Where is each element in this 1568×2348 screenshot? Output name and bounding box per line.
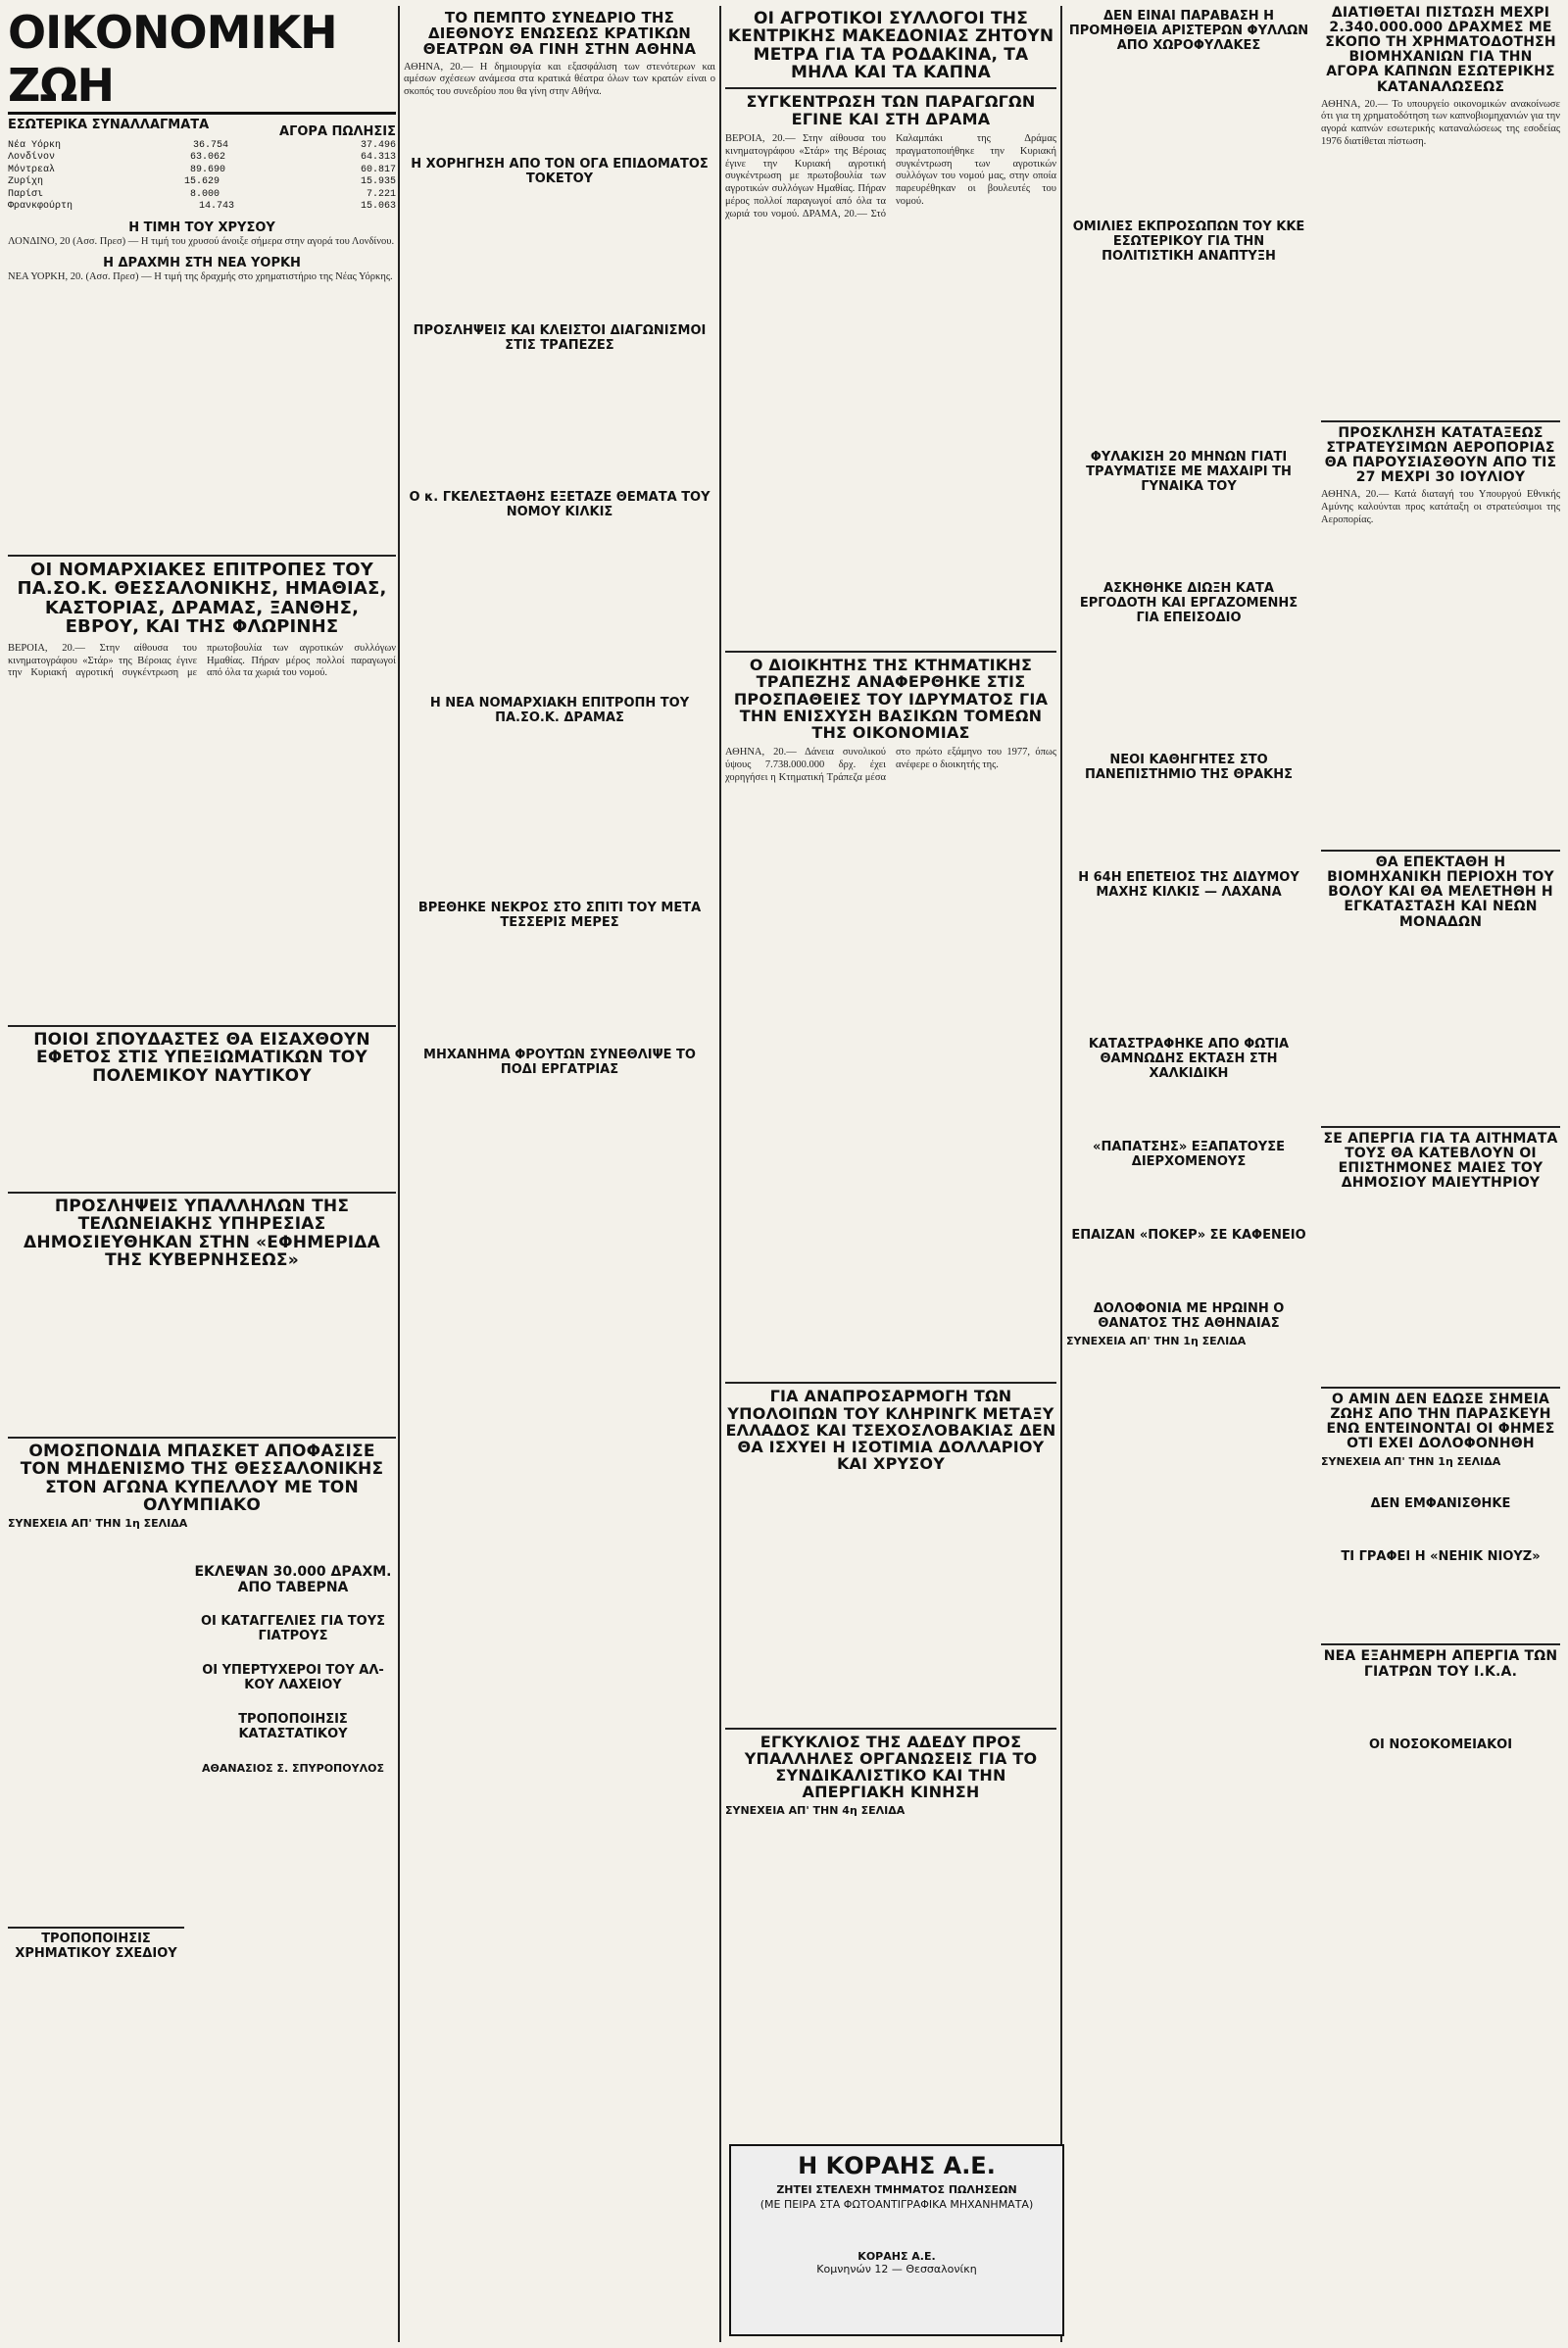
- ad-korais: [729, 2144, 1064, 2336]
- headline: ΔΙΑΤΙΘΕΤΑΙ ΠΙΣΤΩΣΗ ΜΕΧΡΙ 2.340.000.000 ΔΡΑΧΜΕΣ ΜΕ ΣΚΟΠΟ ΤΗ ΧΡΗΜΑΤΟΔΟΤΗΣΗ ΒΙΟΜΗΧΑΝΙΩΝ ΓΙΑ ΤΗΝ ΑΓΟΡΑ ΚΑΠΝΩΝ ΕΣΩΤΕΡΙΚΗΣ ΚΑΤΑΝΑΛΩΣΕΩΣ: [1325, 5, 1556, 95]
- article-pasok: [8, 561, 396, 1021]
- headline: Η ΝΕΑ ΝΟΜΑΡΧΙΑΚΗ ΕΠΙΤΡΟΠΗ ΤΟΥ ΠΑ.ΣΟ.Κ. ΔΡΑΜΑΣ: [429, 695, 690, 725]
- rate-b: 60.817: [360, 164, 396, 175]
- headline: ΤΡΟΠΟΠΟΙΗΣΙΣ ΚΑΤΑΣΤΑΤΙΚΟΥ: [238, 1711, 348, 1741]
- masthead-title: ΟΙΚΟΝΟΜΙΚΗ ΖΩΗ: [8, 6, 396, 115]
- gold-text: ΛΟΝΔΙΝΟ, 20 (Ασσ. Πρεσ) — Η τιμή του χρυσού άνοιξε σήμερα στην αγορά του Λονδίνου.: [8, 235, 395, 247]
- headline: ΣΕ ΑΠΕΡΓΙΑ ΓΙΑ ΤΑ ΑΙΤΗΜΑΤΑ ΤΟΥΣ ΘΑ ΚΑΤΕΒΛΟΥΝ ΟΙ ΕΠΙΣΤΗΜΟΝΕΣ ΜΑΙΕΣ ΤΟΥ ΔΗΜΟΣΙΟΥ ΜΑΙΕΥΤΗΡΙΟΥ: [1321, 1126, 1560, 1191]
- gold-title: Η ΤΙΜΗ ΤΟΥ ΧΡΥΣΟΥ: [128, 220, 275, 235]
- ad-line: ΚΟΡΑΗΣ Α.Ε.: [858, 2250, 936, 2263]
- body-text: ΒΕΡΟΙΑ, 20.— Στην αίθουσα του κινηματογράφου «Στάρ» της Βέροιας έγινε την Κυριακή αγροτική συγκέντρωση με πρωτοβουλία των αγροτικών συλλόγων Ημαθίας. Πήραν μέρος πολλοί παραγωγοί από όλα τα χωριά του νομού.: [725, 132, 886, 220]
- body-text: ΑΘΗΝΑ, 20.— Το υπουργείο οικονομικών ανακοίνωσε ότι για τη χρηματοδότηση των καπνοβιομηχανιών για την αγορά καπνών εσωτερικής καταναλώσεως της εσοδείας 1976 διατίθεται πίστωση.: [1321, 98, 1560, 148]
- article-text: [8, 643, 396, 680]
- ad-title: Η ΚΟΡΑΗΣ Α.Ε.: [798, 2152, 996, 2179]
- subhead: ΤΙ ΓΡΑΦΕΙ Η «ΝΕΗΙΚ ΝΙΟΥΖ»: [1341, 1549, 1541, 1565]
- rate-name: Φρανκφούρτη: [8, 201, 74, 213]
- headline: ΤΟ ΠΕΜΠΤΟ ΣΥΝΕΔΡΙΟ ΤΗΣ ΔΙΕΘΝΟΥΣ ΕΝΩΣΕΩΣ ΚΡΑΤΙΚΩΝ ΘΕΑΤΡΩΝ ΘΑ ΓΙΝΗ ΣΤΗΝ ΑΘΗΝΑ: [422, 9, 697, 59]
- column-rule: [398, 6, 400, 2342]
- headline: ΜΗΧΑΝΗΜΑ ΦΡΟΥΤΩΝ ΣΥΝΕΘΛΙΨΕ ΤΟ ΠΟΔΙ ΕΡΓΑΤΡΙΑΣ: [423, 1048, 696, 1078]
- notice-title: ΤΡΟΠΟΠΟΙΗΣΙΣ ΧΡΗΜΑΤΙΚΟΥ ΣΧΕΔΙΟΥ: [15, 1932, 177, 1961]
- rate-row: [8, 201, 396, 214]
- headline: ΑΣΚΗΘΗΚΕ ΔΙΩΞΗ ΚΑΤΑ ΕΡΓΟΔΟΤΗ ΚΑΙ ΕΡΓΑΖΟΜΕΝΗΣ ΓΙΑ ΕΠΕΙΣΟΔΙΟ: [1079, 581, 1298, 626]
- rates-title: ΑΓΟΡΑ ΠΩΛΗΣΙΣ: [279, 124, 396, 139]
- article-text: [725, 133, 1056, 643]
- headline: ΠΡΟΣΛΗΨΕΙΣ ΚΑΙ ΚΛΕΙΣΤΟΙ ΔΙΑΓΩΝΙΣΜΟΙ ΣΤΙΣ ΤΡΑΠΕΖΕΣ: [413, 322, 707, 353]
- rate-name: Μόντρεαλ: [8, 164, 56, 175]
- rate-name: Ζυρίχη: [8, 176, 44, 188]
- subhead: ΟΙ ΝΟΣΟΚΟΜΕΙΑΚΟΙ: [1368, 1737, 1513, 1752]
- headline: ΕΓΚΥΚΛΙΟΣ ΤΗΣ ΑΔΕΔΥ ΠΡΟΣ ΥΠΑΛΛΗΛΕΣ ΟΡΓΑΝΩΣΕΙΣ ΓΙΑ ΤΟ ΣΥΝΔΙΚΑΛΙΣΤΙΚΟ ΚΑΙ ΤΗΝ ΑΠΕΡΓΙΑΚΗ ΚΙΝΗΣΗ: [725, 1728, 1056, 1801]
- rate-a: 36.754: [192, 139, 228, 151]
- body-text: ΒΕΡΟΙΑ, 20.— Στην αίθουσα του κινηματογράφου «Στάρ» της Βέροιας έγινε την Κυριακή αγροτική συγκέντρωση με πρωτοβουλία των αγροτικών συλλόγων Ημαθίας. Πήραν μέρος πολλοί παραγωγοί από όλα τα χωριά του νομού.: [8, 642, 396, 679]
- headline: ΔΕΝ ΕΙΝΑΙ ΠΑΡΑΒΑΣΗ Η ΠΡΟΜΗΘΕΙΑ ΑΡΙΣΤΕΡΩΝ ΦΥΛΛΩΝ ΑΠΟ ΧΩΡΟΦΥΛΑΚΕΣ: [1068, 9, 1309, 53]
- headline: ΟΙ ΥΠΕΡΤΥΧΕΡΟΙ ΤΟΥ ΑΛ-ΚΟΥ ΛΑΧΕΙΟΥ: [202, 1663, 384, 1692]
- headline: Ο ΑΜΙΝ ΔΕΝ ΕΔΩΣΕ ΣΗΜΕΙΑ ΖΩΗΣ ΑΠΟ ΤΗΝ ΠΑΡΑΣΚΕΥΗ ΕΝΩ ΕΝΤΕΙΝΟΝΤΑΙ ΟΙ ΦΗΜΕΣ ΟΤΙ ΕΧΕΙ ΔΟΛΟΦΟΝΗΘΗ: [1321, 1387, 1560, 1451]
- rate-a: 89.690: [189, 164, 225, 175]
- headline: ΟΙ ΑΓΡΟΤΙΚΟΙ ΣΥΛΛΟΓΟΙ ΤΗΣ ΚΕΝΤΡΙΚΗΣ ΜΑΚΕΔΟΝΙΑΣ ΖΗΤΟΥΝ ΜΕΤΡΑ ΓΙΑ ΤΑ ΡΟΔΑΚΙΝΑ, ΤΑ ΜΗΛΑ ΚΑΙ ΤΑ ΚΑΠΝΑ: [727, 9, 1054, 83]
- headline: ΓΙΑ ΑΝΑΠΡΟΣΑΡΜΟΓΗ ΤΩΝ ΥΠΟΛΟΙΠΩΝ ΤΟΥ ΚΛΗΡΙΝΓΚ ΜΕΤΑΞΥ ΕΛΛΑΔΟΣ ΚΑΙ ΤΣΕΧΟΣΛΟΒΑΚΙΑΣ ΔΕΝ ΘΑ ΙΣΧΥΕΙ Η ΙΣΟΤΙΜΙΑ ΔΟΛΛΑΡΙΟΥ ΚΑΙ ΧΡΥΣΟΥ: [725, 1382, 1056, 1472]
- rate-a: 8.000: [189, 188, 220, 200]
- article-text: [725, 747, 1056, 1374]
- headline: ΕΠΑΙΖΑΝ «ΠΟΚΕΡ» ΣΕ ΚΑΦΕΝΕΙΟ: [1071, 1227, 1306, 1243]
- headline: ΟΜΟΣΠΟΝΔΙΑ ΜΠΑΣΚΕΤ ΑΠΟΦΑΣΙΣΕ ΤΟΝ ΜΗΔΕΝΙΣΜΟ ΤΗΣ ΘΕΣΣΑΛΟΝΙΚΗΣ ΣΤΟΝ ΑΓΩΝΑ ΚΥΠΕΛΛΟΥ ΜΕ ΤΟΝ ΟΛΥΜΠΙΑΚΟ: [20, 1442, 384, 1516]
- ad-line: (ΜΕ ΠΕΙΡΑ ΣΤΑ ΦΩΤΟΑΝΤΙΓΡΑΦΙΚΑ ΜΗΧΑΝΗΜΑΤΑ): [760, 2198, 1034, 2211]
- ad-line: Κομνηνών 12 — Θεσσαλονίκη: [816, 2263, 977, 2275]
- column-5-right: [1321, 6, 1560, 2338]
- rates-table: [8, 140, 396, 214]
- headline: ΟΙ ΚΑΤΑΓΓΕΛΙΕΣ ΓΙΑ ΤΟΥΣ ΓΙΑΤΡΟΥΣ: [200, 1614, 386, 1644]
- ad-line: ΖΗΤΕΙ ΣΤΕΛΕΧΗ ΤΜΗΜΑΤΟΣ ΠΩΛΗΣΕΩΝ: [776, 2183, 1017, 2196]
- column-2: [404, 6, 715, 2342]
- rate-a: 14.743: [198, 201, 234, 213]
- headline: ΕΚΛΕΨΑΝ 30.000 ΔΡΑΧΜ. ΑΠΟ ΤΑΒΕΡΝΑ: [194, 1564, 392, 1596]
- headline: ΔΟΛΟΦΟΝΙΑ ΜΕ ΗΡΩΙΝΗ Ο ΘΑΝΑΤΟΣ ΤΗΣ ΑΘΗΝΑΙΑΣ: [1093, 1300, 1285, 1331]
- continuation: ΣΥΝΕΧΕΙΑ ΑΠ' ΤΗΝ 1η ΣΕΛΙΔΑ: [1321, 1454, 1501, 1468]
- headline: Ο ΔΙΟΙΚΗΤΗΣ ΤΗΣ ΚΤΗΜΑΤΙΚΗΣ ΤΡΑΠΕΖΗΣ ΑΝΑΦΕΡΘΗΚΕ ΣΤΙΣ ΠΡΟΣΠΑΘΕΙΕΣ ΤΟΥ ΙΔΡΥΜΑΤΟΣ ΓΙΑ ΤΗΝ ΕΝΙΣΧΥΣΗ ΒΑΣΙΚΩΝ ΤΟΜΕΩΝ ΤΗΣ ΟΙΚΟΝΟΜΙΑΣ: [725, 651, 1056, 741]
- rate-b: 64.313: [360, 152, 396, 164]
- rate-name: Λονδίνον: [8, 152, 56, 164]
- column-rule: [719, 6, 721, 2342]
- body-text: ΑΘΗΝΑ, 20.— Η δημιουργία και εξασφάλιση των στενότερων και αμέσων σχέσεων ανάμεσα στα κρατικά θέατρα όλων των κρατών είναι ο σκοπός του συνεδρίου που θα γίνη στην Αθήνα.: [404, 61, 715, 98]
- rate-name: Νέα Υόρκη: [8, 139, 62, 151]
- body-text: ΔΡΑΜΑ, 20.— Στό Καλαμπάκι της Δράμας πραγματοποιήθηκε την Κυριακή συγκέντρωση των αγροτικών συλλόγων του νομού μας, στην οποία παρευρέθηκαν οι βουλευτές του νομού.: [802, 132, 1056, 220]
- headline: ΒΡΕΘΗΚΕ ΝΕΚΡΟΣ ΣΤΟ ΣΠΙΤΙ ΤΟΥ ΜΕΤΑ ΤΕΣΣΕΡΙΣ ΜΕΡΕΣ: [417, 901, 702, 931]
- rate-a: 63.062: [189, 152, 225, 164]
- newspaper-page: [8, 6, 1560, 2342]
- rate-a: 15.629: [183, 176, 220, 188]
- rate-row: [8, 152, 396, 165]
- continuation: ΣΥΝΕΧΕΙΑ ΑΠ' ΤΗΝ 1η ΣΕΛΙΔΑ: [1066, 1334, 1247, 1347]
- notice: [8, 1932, 184, 1991]
- article-navy: [8, 1031, 396, 1178]
- usd-text: ΝΕΑ ΥΟΡΚΗ, 20. (Ασσ. Πρεσ) — Η τιμή της δραχμής στο χρηματιστήριο της Νέας Υόρκης.: [8, 270, 393, 282]
- article-customs: [8, 1198, 396, 1433]
- divider: [8, 1437, 396, 1439]
- body-text: ΑΘΗΝΑ, 20.— Δάνεια συνολικού ύψους 7.738.000.000 δρχ. έχει χορηγήσει η Κτηματική Τράπεζα μέσα στο πρώτο εξάμηνο του 1977, όπως ανέφερε ο διοικητής της.: [725, 747, 1056, 783]
- divider: [8, 1192, 396, 1194]
- headline: ΠΡΟΣΛΗΨΕΙΣ ΥΠΑΛΛΗΛΩΝ ΤΗΣ ΤΕΛΩΝΕΙΑΚΗΣ ΥΠΗΡΕΣΙΑΣ ΔΗΜΟΣΙΕΥΘΗΚΑΝ ΣΤΗΝ «ΕΦΗΜΕΡΙΔΑ ΤΗΣ ΚΥΒΕΡΝΗΣΕΩΣ»: [23, 1197, 381, 1271]
- divider: [8, 555, 396, 557]
- headline: Ο κ. ΓΚΕΛΕΣΤΑΘΗΣ ΕΞΕΤΑΖΕ ΘΕΜΑΤΑ ΤΟΥ ΝΟΜΟΥ ΚΙΛΚΙΣ: [409, 489, 710, 519]
- rate-row: [8, 165, 396, 177]
- rate-b: 37.496: [360, 139, 396, 151]
- headline: «ΠΑΠΑΤΣΗΣ» ΕΞΑΠΑΤΟΥΣΕ ΔΙΕΡΧΟΜΕΝΟΥΣ: [1093, 1139, 1285, 1169]
- headline: ΝΕΑ ΕΞΑΗΜΕΡΗ ΑΠΕΡΓΙΑ ΤΩΝ ΓΙΑΤΡΩΝ ΤΟΥ Ι.Κ.Α.: [1321, 1643, 1560, 1679]
- signature: ΑΘΑΝΑΣΙΟΣ Σ. ΣΠΥΡΟΠΟΥΛΟΣ: [202, 1761, 384, 1775]
- divider: [8, 1025, 396, 1027]
- rate-b: 15.935: [360, 176, 396, 188]
- headline: ΘΑ ΕΠΕΚΤΑΘΗ Η ΒΙΟΜΗΧΑΝΙΚΗ ΠΕΡΙΟΧΗ ΤΟΥ ΒΟΛΟΥ ΚΑΙ ΘΑ ΜΕΛΕΤΗΘΗ Η ΕΓΚΑΤΑΣΤΑΣΗ ΚΑΙ ΝΕΩΝ ΜΟΝΑΔΩΝ: [1321, 850, 1560, 930]
- rate-row: [8, 189, 396, 202]
- rate-b: 7.221: [366, 188, 396, 200]
- headline: ΣΥΓΚΕΝΤΡΩΣΗ ΤΩΝ ΠΑΡΑΓΩΓΩΝ ΕΓΙΝΕ ΚΑΙ ΣΤΗ ΔΡΑΜΑ: [725, 87, 1056, 127]
- headline: ΠΡΟΣΚΛΗΣΗ ΚΑΤΑΤΑΞΕΩΣ ΣΤΡΑΤΕΥΣΙΜΩΝ ΑΕΡΟΠΟΡΙΑΣ ΘΑ ΠΑΡΟΥΣΙΑΣΘΟΥΝ ΑΠΟ ΤΙΣ 27 ΜΕΧΡΙ 30 ΙΟΥΛΙΟΥ: [1321, 420, 1560, 485]
- masthead-subtitle: ΕΣΩΤΕΡΙΚΑ ΣΥΝΑΛΛΑΓΜΑΤΑ: [8, 118, 210, 132]
- body-text: ΑΘΗΝΑ, 20.— Κατά διαταγή του Υπουργού Εθνικής Αμύνης καλούνται προς κατάταξη οι στρατεύσιμοι της Αεροπορίας.: [1321, 489, 1560, 525]
- divider: [8, 1927, 184, 1929]
- subhead: ΔΕΝ ΕΜΦΑΝΙΣΘΗΚΕ: [1370, 1495, 1511, 1511]
- headline: ΦΥΛΑΚΙΣΗ 20 ΜΗΝΩΝ ΓΙΑΤΙ ΤΡΑΥΜΑΤΙΣΕ ΜΕ ΜΑΧΑΙΡΙ ΤΗ ΓΥΝΑΙΚΑ ΤΟΥ: [1086, 449, 1292, 494]
- usd-title: Η ΔΡΑΧΜΗ ΣΤΗ ΝΕΑ ΥΟΡΚΗ: [103, 255, 301, 270]
- rate-b: 15.063: [360, 201, 396, 213]
- column-rule: [1060, 6, 1062, 2342]
- rate-row: [8, 176, 396, 189]
- headline: Η ΧΟΡΗΓΗΣΗ ΑΠΟ ΤΟΝ ΟΓΑ ΕΠΙΔΟΜΑΤΟΣ ΤΟΚΕΤΟΥ: [411, 156, 709, 186]
- continuation: ΣΥΝΕΧΕΙΑ ΑΠ' ΤΗΝ 4η ΣΕΛΙΔΑ: [725, 1803, 906, 1817]
- column-2-lower: [192, 1564, 394, 2328]
- rate-row: [8, 140, 396, 153]
- headline: ΟΙ ΝΟΜΑΡΧΙΑΚΕΣ ΕΠΙΤΡΟΠΕΣ ΤΟΥ ΠΑ.ΣΟ.Κ. ΘΕΣΣΑΛΟΝΙΚΗΣ, ΗΜΑΘΙΑΣ, ΚΑΣΤΟΡΙΑΣ, ΔΡΑΜΑΣ, ΞΑΝΘΗΣ, ΕΒΡΟΥ, ΚΑΙ ΤΗΣ ΦΛΩΡΙΝΗΣ: [17, 560, 387, 638]
- rate-name: Παρίσι: [8, 188, 44, 200]
- headline: ΝΕΟΙ ΚΑΘΗΓΗΤΕΣ ΣΤΟ ΠΑΝΕΠΙΣΤΗΜΙΟ ΤΗΣ ΘΡΑΚΗΣ: [1084, 753, 1294, 783]
- headline: ΟΜΙΛΙΕΣ ΕΚΠΡΟΣΩΠΩΝ ΤΟΥ ΚΚΕ ΕΣΩΤΕΡΙΚΟΥ ΓΙΑ ΤΗΝ ΠΟΛΙΤΙΣΤΙΚΗ ΑΝΑΠΤΥΞΗ: [1072, 219, 1305, 264]
- headline: ΚΑΤΑΣΤΡΑΦΗΚΕ ΑΠΟ ΦΩΤΙΑ ΘΑΜΝΩΔΗΣ ΕΚΤΑΣΗ ΣΤΗ ΧΑΛΚΙΔΙΚΗ: [1088, 1037, 1290, 1081]
- exchange-rates: [8, 125, 396, 517]
- column-3: [725, 6, 1056, 2342]
- continuation: ΣΥΝΕΧΕΙΑ ΑΠ' ΤΗΝ 1η ΣΕΛΙΔΑ: [8, 1517, 188, 1531]
- headline: ΠΟΙΟΙ ΣΠΟΥΔΑΣΤΕΣ ΘΑ ΕΙΣΑΧΘΟΥΝ ΕΦΕΤΟΣ ΣΤΙΣ ΥΠΕΞΙΩΜΑΤΙΚΩΝ ΤΟΥ ΠΟΛΕΜΙΚΟΥ ΝΑΥΤΙΚΟΥ: [33, 1030, 370, 1086]
- headline: Η 64Η ΕΠΕΤΕΙΟΣ ΤΗΣ ΔΙΔΥΜΟΥ ΜΑΧΗΣ ΚΙΛΚΙΣ — ΛΑΧΑΝΑ: [1078, 870, 1299, 901]
